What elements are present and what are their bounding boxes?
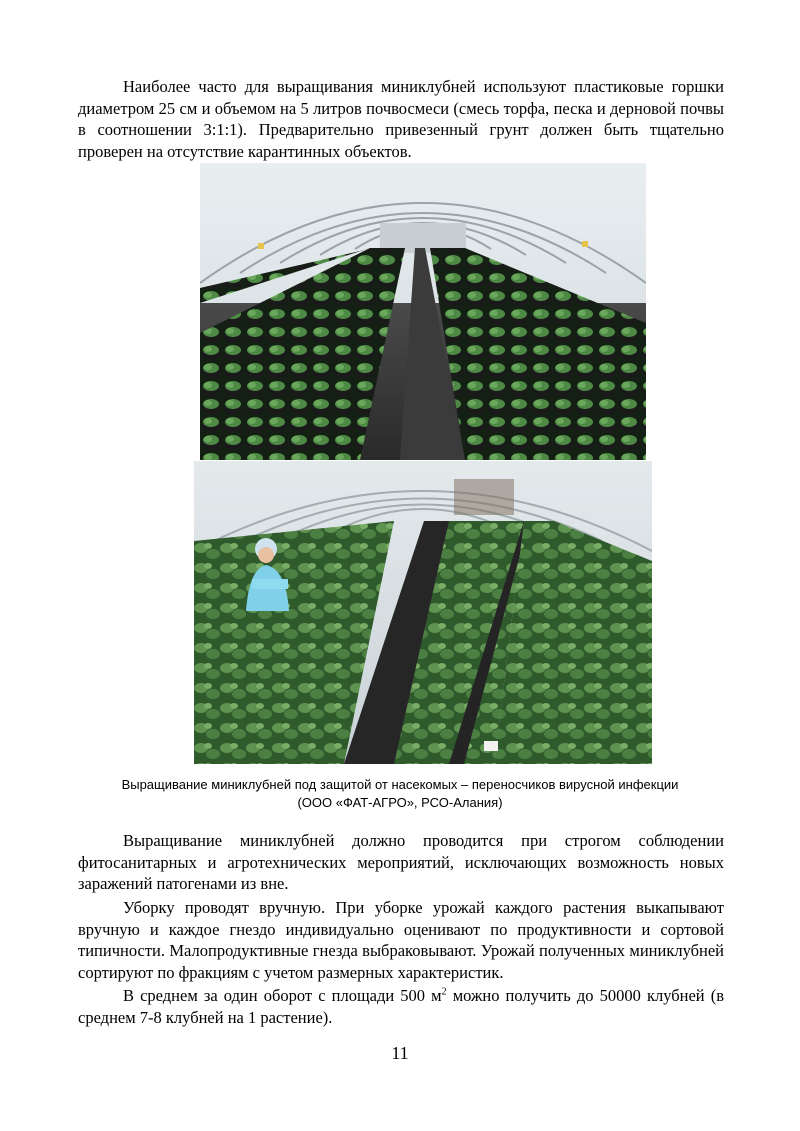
area-unit-superscript: 2 <box>441 986 447 998</box>
paragraph-pots: Наиболее часто для выращивания миниклубней используют пластиковые горшки диаметром 25 см и объемом на 5 литров почвосмеси (смесь торфа, песка и дерновой почвы в соотношении 3:1:1). Предварительно привезенный грунт должен быть тщательно проверен на отсутствие карантинных объектов. <box>78 77 724 161</box>
yield-text-start: В среднем за один оборот с площади 500 м <box>123 986 442 1005</box>
page-number: 11 <box>391 1043 409 1063</box>
paragraph-phytosanitary: Выращивание миниклубней должно проводится при строгом соблюдении фитосанитарных и агротехнических мероприятий, исключающих возможность новых заражений патогенами из вне. <box>78 831 724 893</box>
paragraph-yield <box>78 985 724 1028</box>
figure-caption-line-2: (ООО «ФАТ-АГРО», РСО-Алания) <box>297 795 503 810</box>
greenhouse-plants-photo <box>194 461 652 764</box>
paragraph-harvest: Уборку проводят вручную. При уборке урожай каждого растения выкапывают вручную и каждое гнездо индивидуально оценивают по продуктивности и сортовой типичности. Малопродуктивные гнезда выбраковывают. Урожай полученных миниклубней сортируют по фракциям с учетом размерных характеристик. <box>78 898 724 982</box>
figure-caption-line-1: Выращивание миниклубней под защитой от насекомых – переносчиков вирусной инфекции <box>121 777 679 792</box>
yield-text-end: можно получить до 50000 клубней (в среднем 7-8 клубней на 1 растение). <box>78 986 724 1027</box>
greenhouse-pots-photo <box>200 163 646 460</box>
